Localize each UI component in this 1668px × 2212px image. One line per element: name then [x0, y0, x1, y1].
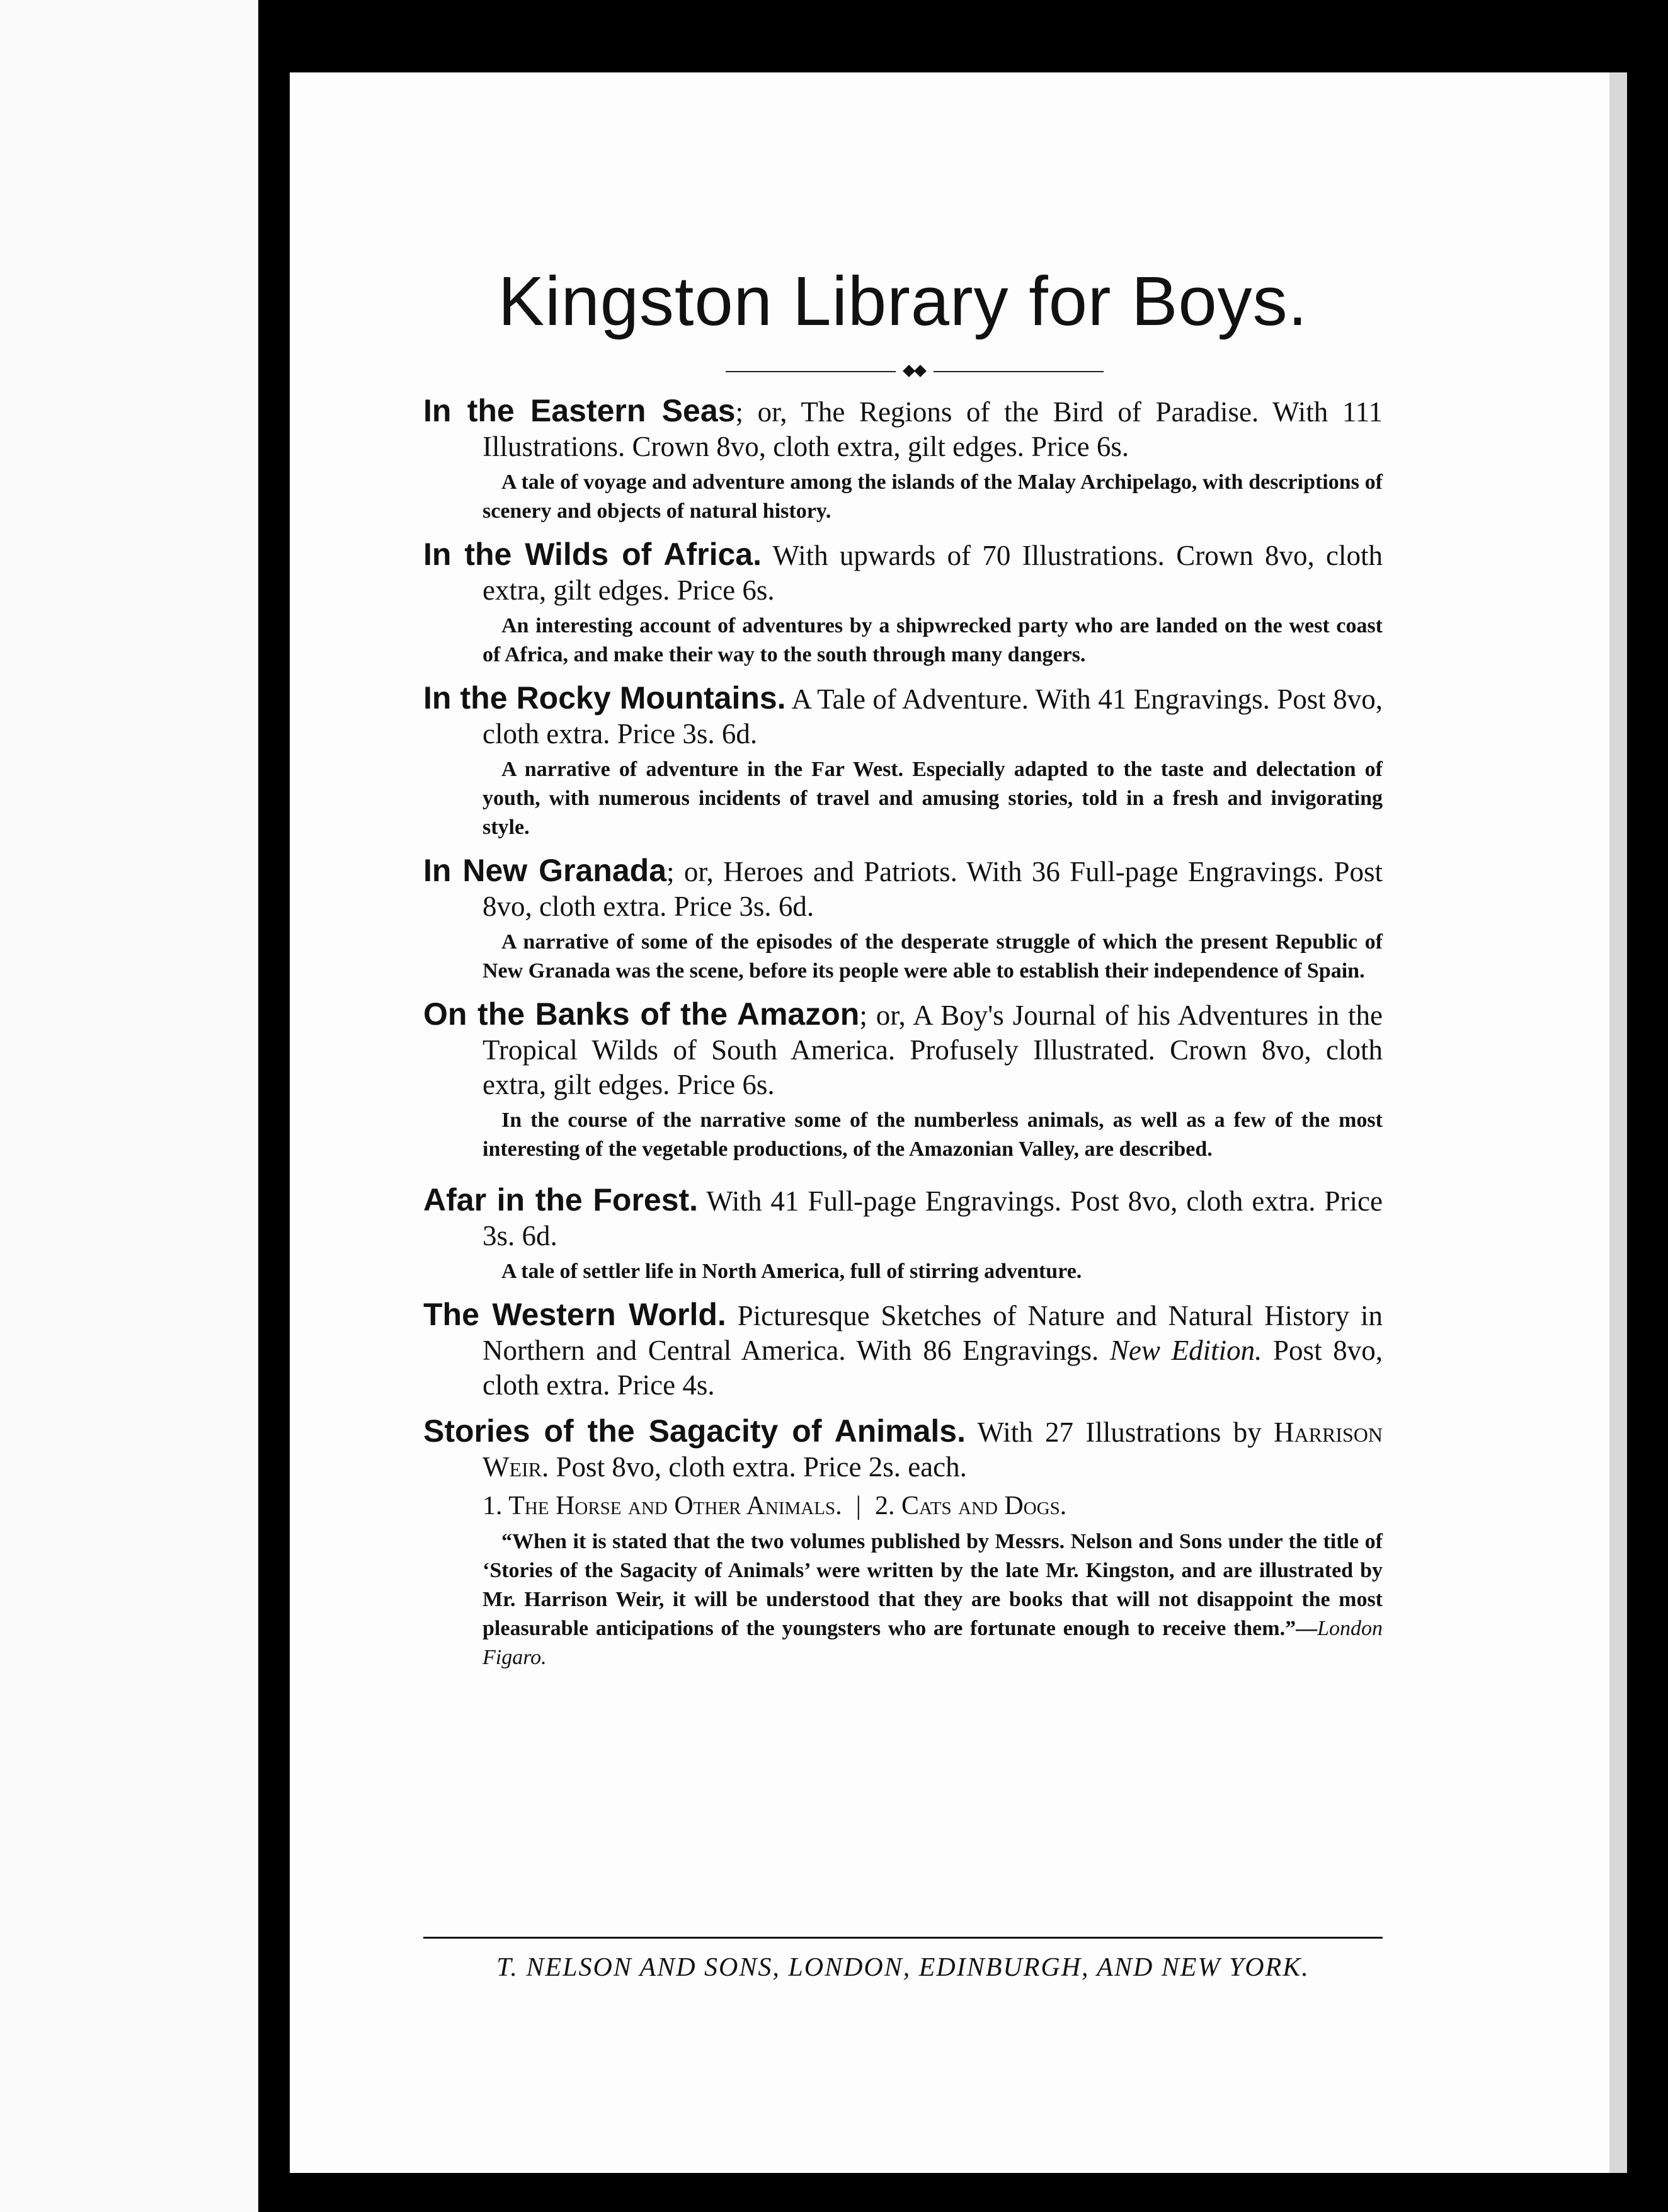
book-title: On the Banks of the Amazon [423, 996, 860, 1032]
book-description: A narrative of adventure in the Far West. Especially adapted to the taste and delectation of youth, with numerous incidents of travel and amusing stories, told in a fresh and invigorating style. [483, 758, 1383, 839]
book-description: An interesting account of adventures by a shipwrecked party who are landed on the west coast of Africa, and make their way to the south through many dangers. [483, 614, 1383, 666]
book-details: With 27 Illustrations by [966, 1417, 1274, 1448]
book-title: In the Wilds of Africa. [423, 537, 762, 572]
book-title: In the Eastern Seas [423, 393, 736, 428]
volume-separator: | [855, 1491, 861, 1520]
book-description: A tale of voyage and adventure among the islands of the Malay Archipelago, with descriptions of scenery and objects of natural history. [483, 470, 1383, 523]
book-list [423, 394, 1383, 1684]
volume-1: 1. The Horse and Other Animals. [483, 1491, 842, 1520]
book-details: A Tale of Adventure. With 41 Engravings. Post 8vo, cloth extra. Price 3s. 6d. [483, 683, 1383, 750]
page [290, 72, 1609, 2173]
book-details: ; or, The Regions of the Bird of Paradise. With 111 Illustrations. Crown 8vo, cloth extra, gilt edges. Price 6s. [483, 396, 1383, 462]
book-description: In the course of the narrative some of the numberless animals, as well as a few of the most interesting of the vegetable productions, of the Amazonian Valley, are described. [483, 1109, 1383, 1161]
book-description: A tale of settler life in North America, full of stirring adventure. [501, 1260, 1082, 1283]
book-details: With 41 Full-page Engravings. Post 8vo, cloth extra. Price 3s. 6d. [483, 1185, 1383, 1251]
edition-note: New Edition. [1109, 1335, 1262, 1366]
book-details-price: Post 8vo, cloth extra. Price 4s. [483, 1335, 1383, 1401]
quote-text: “When it is stated that the two volumes published by Messrs. Nelson and Sons under the title of ‘Stories of the Sagacity of Animals’ were written by the late Mr. Kingston, and are illustrated by Mr. Harrison Weir, it will be understood that they are books that will not disappoint the most pleasurable anticipations of the youngsters who are fortunate enough to receive them.”— [483, 1530, 1383, 1640]
book-title: In the Rocky Mountains. [423, 680, 786, 715]
footer-rule [423, 1937, 1383, 1939]
book-entry [423, 1183, 1383, 1286]
book-entry [423, 853, 1383, 986]
volume-list [423, 1488, 1383, 1524]
book-details: ; or, A Boy's Journal of his Adventures in the Tropical Wilds of South America. Profusely Illustrated. Crown 8vo, cloth extra, gilt edges. Price 6s. [483, 1000, 1383, 1100]
book-description: A narrative of some of the episodes of the desperate struggle of which the present Republic of New Granada was the scene, before its people were able to establish their independence of Spain. [483, 930, 1383, 983]
book-entry [423, 997, 1383, 1164]
book-details: With upwards of 70 Illustrations. Crown 8vo, cloth extra, gilt edges. Price 6s. [483, 540, 1383, 606]
page-edge-shadow [1609, 72, 1627, 2173]
book-entry [423, 394, 1383, 526]
book-title: The Western World. [423, 1297, 726, 1332]
page-title: Kingston Library for Boys. [498, 263, 1308, 340]
book-entry [423, 537, 1383, 670]
book-details: Picturesque Sketches of Nature and Natural History in Northern and Central America. With 86 Engravings. [483, 1300, 1383, 1366]
left-page-leaf [0, 0, 258, 2212]
volume-2: 2. Cats and Dogs. [875, 1491, 1067, 1520]
book-details: ; or, Heroes and Patriots. With 36 Full-page Engravings. Post 8vo, cloth extra. Price 3s. 6d. [483, 856, 1383, 922]
book-entry [423, 1414, 1383, 1672]
quote-source: London Figaro. [483, 1617, 1383, 1669]
publisher-imprint: T. NELSON AND SONS, LONDON, EDINBURGH, AND NEW YORK. [496, 1953, 1310, 1982]
title-ornament [726, 365, 1104, 378]
book-title: Afar in the Forest. [423, 1182, 699, 1217]
book-title: Stories of the Sagacity of Animals. [423, 1413, 966, 1449]
book-entry [423, 681, 1383, 842]
book-title: In New Granada [423, 853, 667, 888]
book-details-price: Post 8vo, cloth extra. Price 2s. each. [549, 1451, 967, 1483]
book-entry [423, 1297, 1383, 1403]
illustrator-name: Harrison Weir. [483, 1417, 1383, 1483]
review-quote [423, 1527, 1383, 1672]
